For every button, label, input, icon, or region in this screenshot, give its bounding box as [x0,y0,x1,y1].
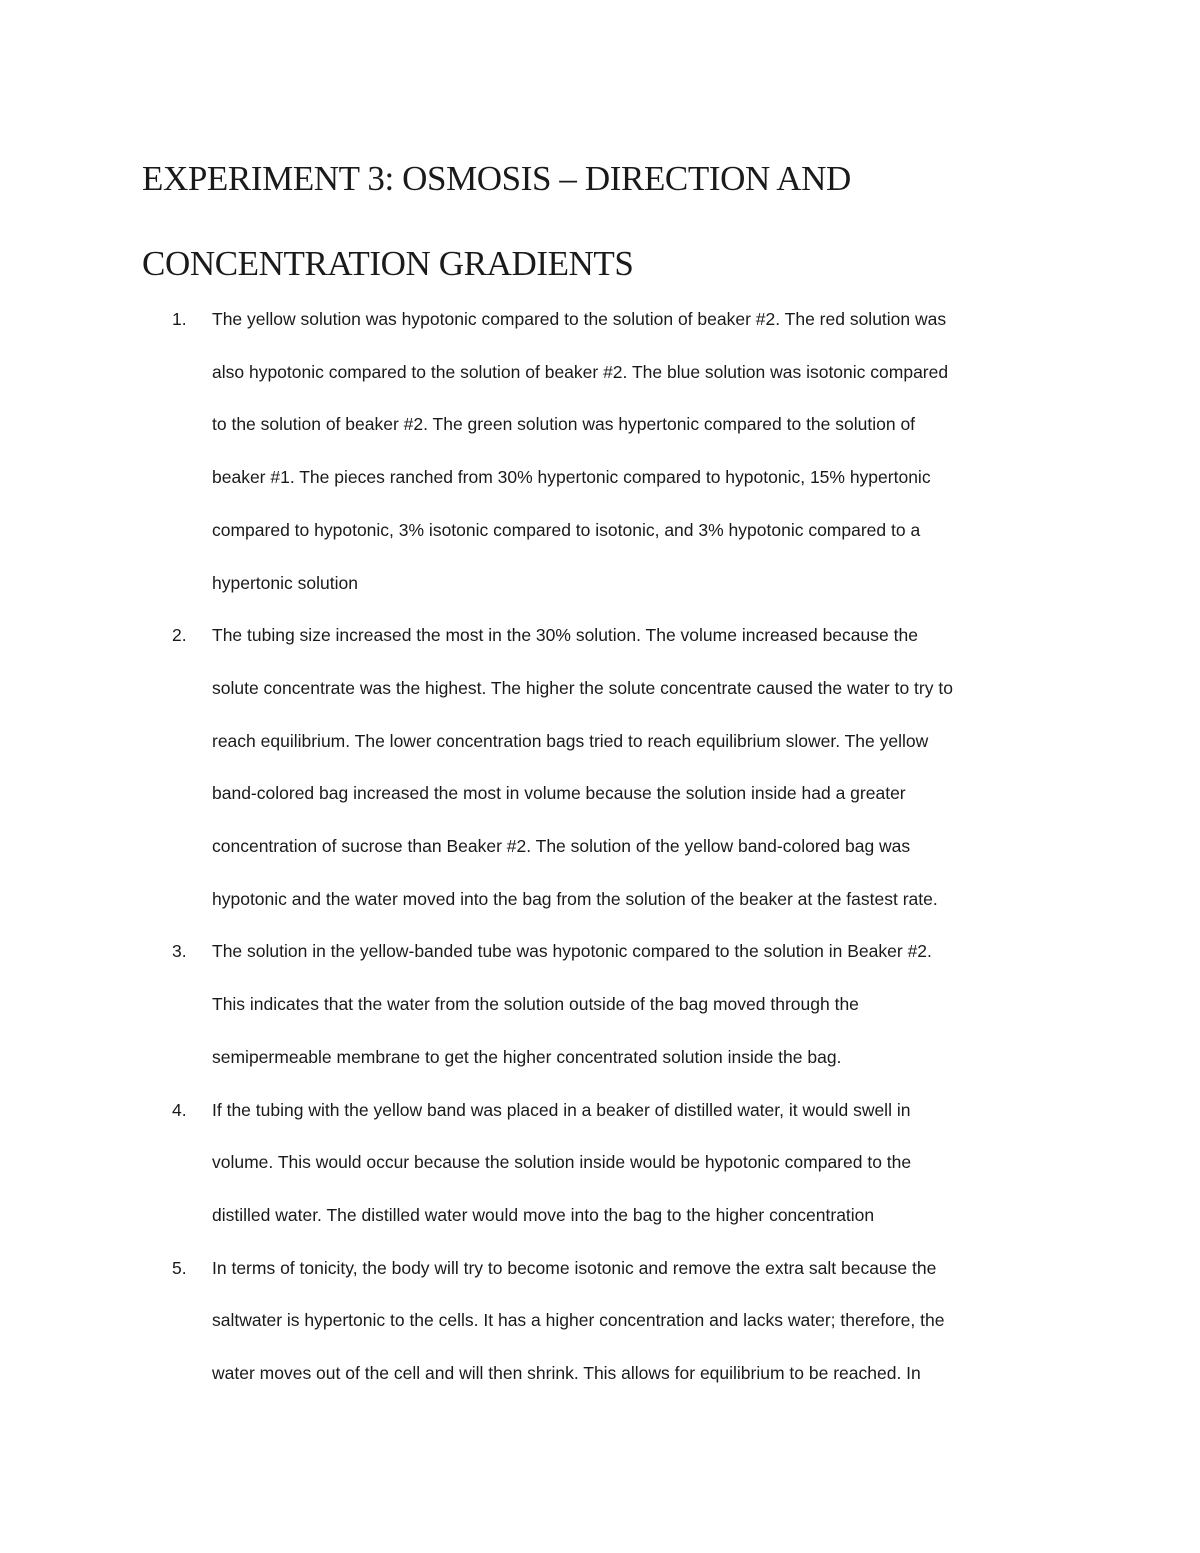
answer-line: also hypotonic compared to the solution of beaker #2. The blue solution was isotonic compared [212,361,949,382]
answer-line: solute concentrate was the highest. The higher the solute concentrate caused the water to try to [212,677,953,698]
answer-number: 3. [172,941,187,962]
title-line: CONCENTRATION GRADIENTS [142,244,634,283]
answer-line: This indicates that the water from the solution outside of the bag moved through the [212,994,859,1015]
title-line: EXPERIMENT 3: OSMOSIS – DIRECTION AND [142,159,851,198]
answer-item-1 [142,293,1062,609]
answer-number: 5. [172,1257,187,1278]
answer-line: The yellow solution was hypotonic compared to the solution of beaker #2. The red solution was [212,309,947,329]
answer-line: hypotonic and the water moved into the bag from the solution of the beaker at the fastest rate. [212,888,938,909]
answer-item-3 [142,925,1062,1083]
document-title [142,136,1102,306]
answer-line: volume. This would occur because the solution inside would be hypotonic compared to the [212,1152,912,1173]
answer-line: reach equilibrium. The lower concentration bags tried to reach equilibrium slower. The yellow [212,730,929,751]
answer-line: semipermeable membrane to get the higher concentrated solution inside the bag. [212,1046,842,1067]
answer-line: water moves out of the cell and will then shrink. This allows for equilibrium to be reached. In [212,1363,921,1384]
answer-line: concentration of sucrose than Beaker #2. The solution of the yellow band-colored bag was [212,836,911,857]
answer-line: band-colored bag increased the most in volume because the solution inside had a greater [212,783,906,804]
answer-number: 2. [172,625,187,646]
answer-line: hypertonic solution [212,572,358,593]
answer-line: saltwater is hypertonic to the cells. It has a higher concentration and lacks water; therefore, the [212,1310,945,1331]
answer-line: In terms of tonicity, the body will try to become isotonic and remove the extra salt because the [212,1257,937,1278]
answer-line: distilled water. The distilled water would move into the bag to the higher concentration [212,1204,875,1225]
answer-line: to the solution of beaker #2. The green solution was hypertonic compared to the solution of [212,414,916,435]
answer-line: The solution in the yellow-banded tube was hypotonic compared to the solution in Beaker #2. [212,941,932,962]
answer-line: beaker #1. The pieces ranched from 30% hypertonic compared to hypotonic, 15% hypertonic [212,467,931,488]
answer-line: If the tubing with the yellow band was placed in a beaker of distilled water, it would swell in [212,1099,911,1120]
answer-number: 4. [172,1099,187,1120]
answer-line: compared to hypotonic, 3% isotonic compared to isotonic, and 3% hypotonic compared to a [212,519,921,540]
answer-line: The tubing size increased the most in the 30% solution. The volume increased because the [212,625,918,646]
answer-list [142,293,1062,1400]
answer-number: 1. [172,309,187,329]
answer-item-5 [142,1242,1062,1400]
answer-item-2 [142,609,1062,925]
answer-item-4 [142,1084,1062,1242]
